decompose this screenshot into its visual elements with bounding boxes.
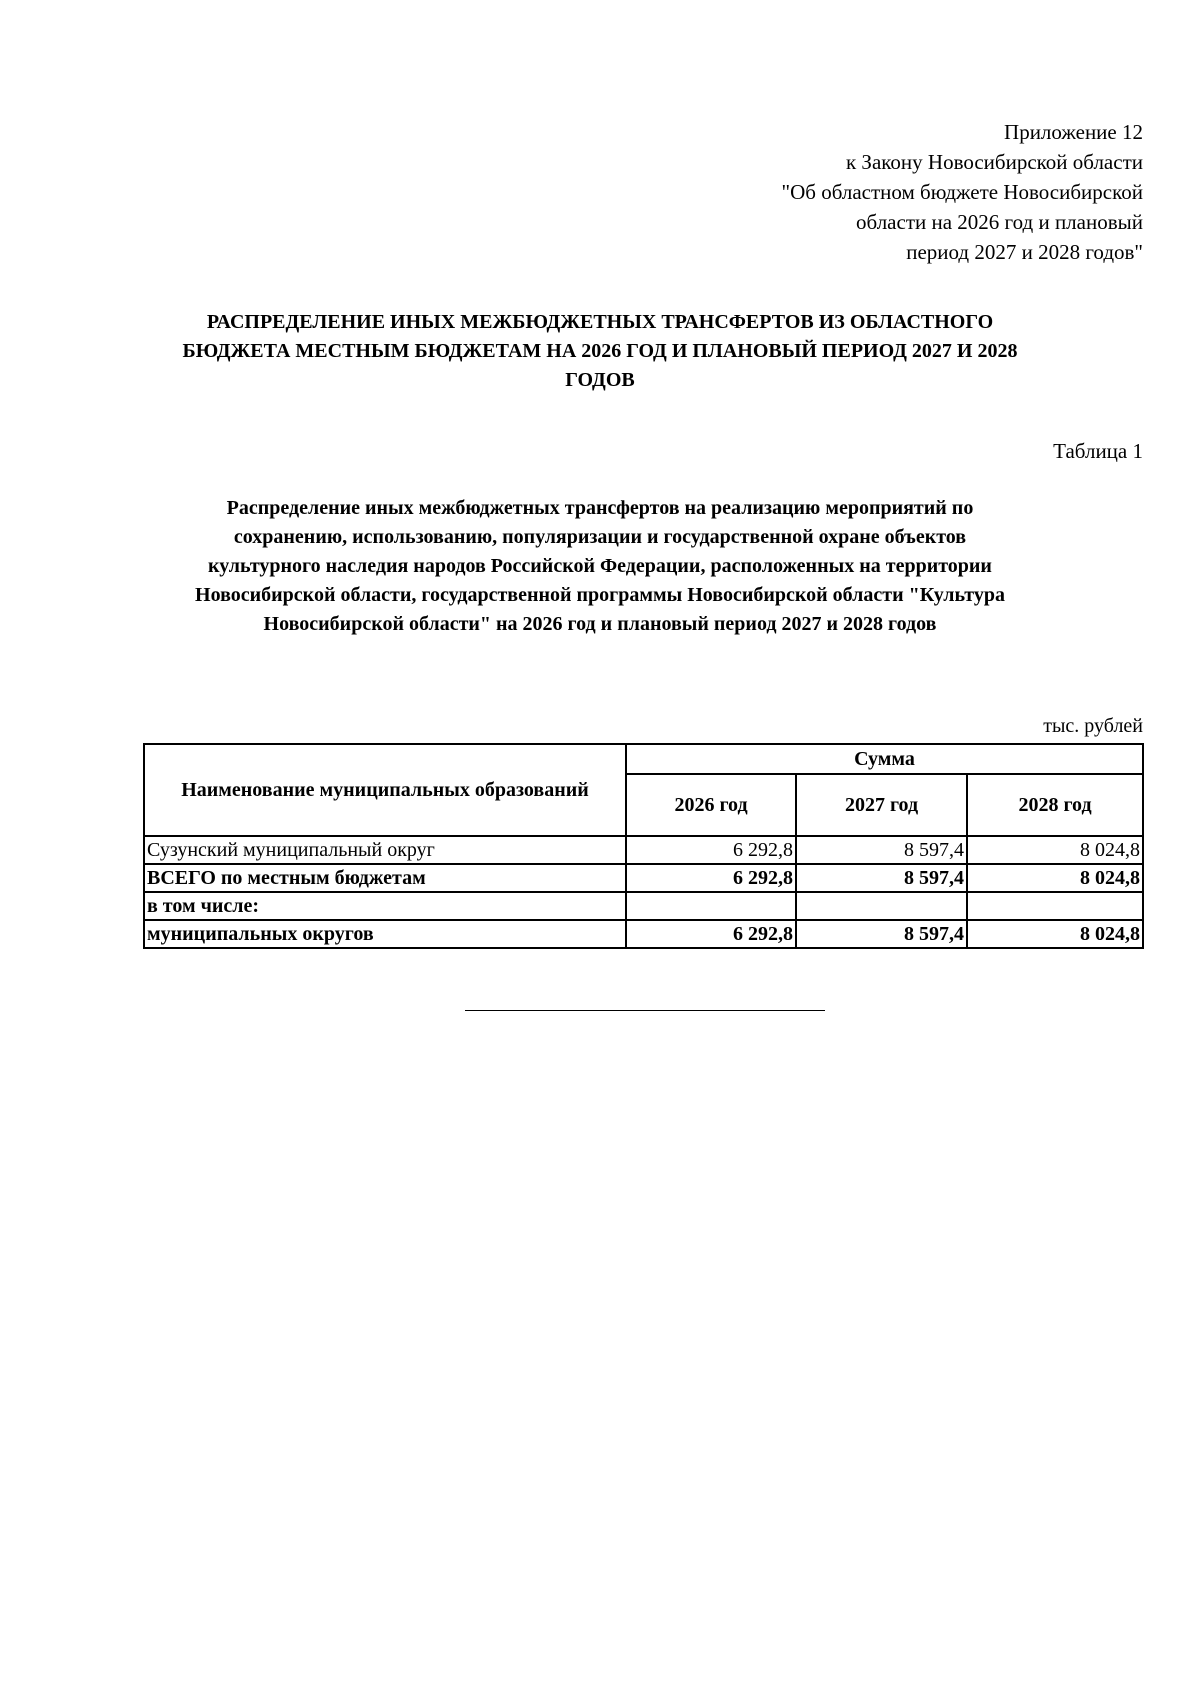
caption-line: сохранению, использованию, популяризации и государственной охране объектов: [233, 526, 967, 548]
cell-2027: 8 597,4: [796, 836, 967, 864]
closing-divider: [465, 1010, 825, 1011]
title-line: БЮДЖЕТА МЕСТНЫМ БЮДЖЕТАМ НА 2026 ГОД И ПЛАНОВЫЙ ПЕРИОД 2027 И 2028: [182, 340, 1018, 362]
cell-2027: 8 597,4: [796, 864, 967, 892]
appendix-line: период 2027 и 2028 годов": [906, 240, 1143, 264]
table-caption: [130, 494, 1070, 639]
title-line: ГОДОВ: [565, 369, 635, 391]
cell-name: в том числе:: [144, 892, 626, 920]
column-header-2026: 2026 год: [626, 774, 796, 836]
appendix-line: "Об областном бюджете Новосибирской: [781, 180, 1143, 204]
cell-2028: 8 024,8: [967, 864, 1143, 892]
appendix-line: Приложение 12: [1004, 120, 1143, 144]
title-line: РАСПРЕДЕЛЕНИЕ ИНЫХ МЕЖБЮДЖЕТНЫХ ТРАНСФЕРТОВ ИЗ ОБЛАСТНОГО: [206, 311, 994, 333]
cell-2028: [967, 892, 1143, 920]
table-row-districts: [144, 920, 1143, 948]
caption-line: культурного наследия народов Российской Федерации, расположенных на территории: [208, 555, 992, 577]
cell-2026: 6 292,8: [626, 864, 796, 892]
cell-name: ВСЕГО по местным бюджетам: [144, 864, 626, 892]
cell-2026: 6 292,8: [626, 920, 796, 948]
cell-2028: 8 024,8: [967, 920, 1143, 948]
cell-2026: [626, 892, 796, 920]
transfers-table: [143, 743, 1144, 949]
table-row-including: [144, 892, 1143, 920]
appendix-line: к Закону Новосибирской области: [845, 150, 1143, 174]
table-row: [144, 836, 1143, 864]
document-title: [120, 308, 1080, 395]
cell-name: муниципальных округов: [144, 920, 626, 948]
cell-2027: 8 597,4: [796, 920, 967, 948]
cell-2026: 6 292,8: [626, 836, 796, 864]
column-header-sum: Сумма: [626, 744, 1143, 774]
caption-line: Распределение иных межбюджетных трансфертов на реализацию мероприятий по: [226, 497, 974, 519]
cell-2027: [796, 892, 967, 920]
table-number: Таблица 1: [1053, 439, 1143, 463]
units-label: тыс. рублей: [1043, 715, 1143, 737]
cell-2028: 8 024,8: [967, 836, 1143, 864]
column-header-2027: 2027 год: [796, 774, 967, 836]
caption-line: Новосибирской области" на 2026 год и плановый период 2027 и 2028 годов: [263, 613, 937, 635]
appendix-line: области на 2026 год и плановый: [856, 210, 1143, 234]
table-row-total: [144, 864, 1143, 892]
appendix-reference: [623, 117, 1143, 267]
column-header-name: Наименование муниципальных образований: [144, 744, 626, 836]
column-header-2028: 2028 год: [967, 774, 1143, 836]
cell-name: Сузунский муниципальный округ: [144, 836, 626, 864]
caption-line: Новосибирской области, государственной программы Новосибирской области "Культура: [195, 584, 1005, 606]
